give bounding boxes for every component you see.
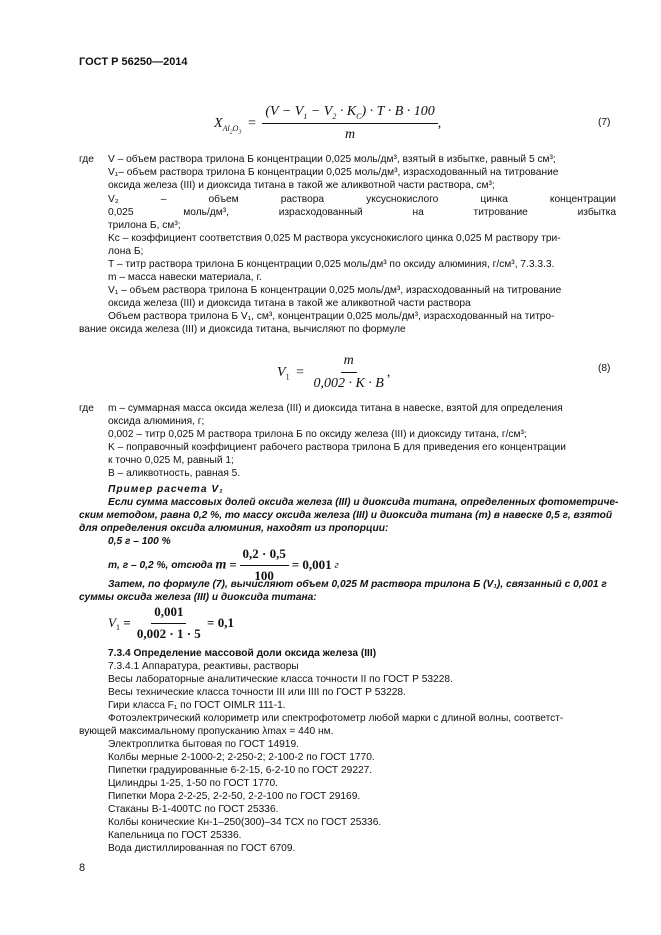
where2-line-5: B – аликвотность, равная 5. bbox=[108, 468, 241, 479]
section-item-6: Колбы мерные 2-1000-2; 2-250-2; 2-100-2 по ГОСТ 1770. bbox=[108, 752, 375, 763]
example-p5: m, г – 0,2 %, отсюда m = $\frac{0,2 \cdot 0,5}{100}$ = 0,001 г bbox=[108, 546, 339, 583]
formula-8-numerator: m bbox=[341, 352, 357, 373]
section-item-5: Электроплитка бытовая по ГОСТ 14919. bbox=[108, 739, 299, 750]
formula-7-number: (7) bbox=[598, 117, 611, 128]
formula-7-denominator: m bbox=[345, 127, 356, 143]
where1-line-0: V – объем раствора трилона Б концентрации 0,025 моль/дм³, взятый в избытке, равный 5 см³; bbox=[108, 154, 556, 165]
where-label-1: где bbox=[79, 154, 94, 165]
where1-line-5: трилона Б, см³; bbox=[108, 220, 181, 231]
formula-7-lhs: X bbox=[214, 115, 223, 131]
where1-line-9: m – масса навески материала, г. bbox=[108, 272, 262, 283]
formula-7-numerator: $(V - V_1 - V_2 \cdot K_C) \cdot T \cdot B \cdot 100$ bbox=[262, 103, 437, 124]
where1-line-1: V₁– объем раствора трилона Б концентрации 0,025 моль/дм³, израсходованный на титрование bbox=[108, 167, 559, 178]
example-title: Пример расчета V₁ bbox=[108, 484, 224, 495]
section-item-1: Весы технические класса точности III или IIII по ГОСТ Р 53228. bbox=[108, 687, 406, 698]
example-p1: Если сумма массовых долей оксида железа (III) и диоксида титана, определенных фотометриче- bbox=[108, 497, 619, 508]
where2-line-3: K – поправочный коэффициент рабочего раствора трилона Б для приведения его концентрации bbox=[108, 442, 566, 453]
formula-8: $V_1$ = $\frac{m}{0,002 \cdot K \cdot B}$ , bbox=[277, 352, 390, 393]
example-p7: суммы оксида железа (III) и диоксида титана: bbox=[79, 592, 317, 603]
section-item-9: Пипетки Мора 2-2-25, 2-2-50, 2-2-100 по ГОСТ 29169. bbox=[108, 791, 361, 802]
section-title: 7.3.4 Определение массовой доли оксида железа (III) bbox=[108, 648, 377, 659]
example-p6: Затем, по формуле (7), вычисляют объем 0,025 М раствора трилона Б (V₁), связанный с 0,001 г bbox=[108, 579, 607, 590]
example-p2: ским методом, равна 0,2 %, то массу оксида железа (III) и диоксида титана (m) в навеске 0,5 г, взятой bbox=[79, 510, 613, 521]
formula-7: $X_{Al_2O_3}$ = $\frac{(V - V_1 - V_2 \cdot K_C) \cdot T \cdot B \cdot 100}{m}$ , bbox=[214, 103, 441, 144]
formula-8-fraction bbox=[310, 352, 386, 393]
where1-line-3: V₂ – объем раствора уксуснокислого цинка концентрации bbox=[108, 194, 616, 205]
document-header: ГОСТ Р 56250—2014 bbox=[79, 56, 188, 68]
section-item-10: Стаканы В-1-400ТС по ГОСТ 25336. bbox=[108, 804, 279, 815]
section-item-3: Фотоэлектрический колориметр или спектрофотометр любой марки с длиной волны, соответст- bbox=[108, 713, 564, 724]
where1-line-2: оксида железа (III) и диоксида титана в такой же аликвотной части раствора, см³; bbox=[108, 180, 495, 191]
where-label-2: где bbox=[79, 403, 94, 414]
example-p5-fraction: $\frac{0,2 \cdot 0,5}{100}$ bbox=[240, 546, 289, 585]
where1-line-6: Kc – коэффициент соответствия 0,025 М раствора уксуснокислого цинка 0,025 М раствору три- bbox=[108, 233, 561, 244]
example-formula-fraction: $\frac{0,001}{0,002 \cdot 1 \cdot 5}$ bbox=[136, 604, 201, 641]
where1-line-8: T – титр раствора трилона Б концентрации 0,025 моль/дм³ по оксиду алюминия, г/см³, 7.3.3.3. bbox=[108, 259, 555, 270]
where1-line-11: оксида железа (III) и диоксида титана в такой же аликвотной части раствора bbox=[108, 298, 471, 309]
where1-line-7: лона Б; bbox=[108, 246, 144, 257]
where2-line-2: 0,002 – титр 0,025 М раствора трилона Б по оксиду железа (III) и диоксиду титана, г/см³; bbox=[108, 429, 527, 440]
formula-8-denominator: 0,002 · K · B bbox=[313, 376, 384, 392]
where2-line-1: оксида алюминия, г; bbox=[108, 416, 205, 427]
where1-line-4: 0,025 моль/дм³, израсходованный на титрование избытка bbox=[108, 207, 616, 218]
where2-line-0: m – суммарная масса оксида железа (III) и диоксида титана в навеске, взятой для определения bbox=[108, 403, 563, 414]
formula-8-number: (8) bbox=[598, 363, 611, 374]
where2-line-4: к точно 0,025 М, равный 1; bbox=[108, 455, 234, 466]
section-subtitle: 7.3.4.1 Аппаратура, реактивы, растворы bbox=[108, 661, 299, 672]
section-item-0: Весы лабораторные аналитические класса точности II по ГОСТ Р 53228. bbox=[108, 674, 453, 685]
section-item-13: Вода дистиллированная по ГОСТ 6709. bbox=[108, 843, 296, 854]
formula-7-fraction bbox=[262, 103, 437, 144]
section-item-8: Цилиндры 1-25, 1-50 по ГОСТ 1770. bbox=[108, 778, 278, 789]
section-item-4: вующей максимальному пропусканию λmax = 440 нм. bbox=[79, 726, 334, 737]
page-number: 8 bbox=[79, 862, 86, 874]
section-item-2: Гири класса F₁ по ГОСТ OIMLR 111-1. bbox=[108, 700, 286, 711]
section-item-11: Колбы конические Кн-1–250(300)–34 ТСХ по ГОСТ 25336. bbox=[108, 817, 382, 828]
section-item-12: Капельница по ГОСТ 25336. bbox=[108, 830, 242, 841]
example-p3: для определения оксида алюминия, находят из пропорции: bbox=[79, 523, 389, 534]
formula-8-lhs: V bbox=[277, 364, 286, 380]
section-item-7: Пипетки градуированные 6-2-15, 6-2-10 по ГОСТ 29227. bbox=[108, 765, 373, 776]
where1-line-13: вание оксида железа (III) и диоксида титана, вычисляют по формуле bbox=[79, 324, 406, 335]
where1-line-12: Объем раствора трилона Б V₁, см³, концентрации 0,025 моль/дм³, израсходованный на титро- bbox=[108, 311, 555, 322]
example-formula: $V_1$ = $\frac{0,001}{0,002 \cdot 1 \cdot 5}$ = 0,1 bbox=[108, 604, 234, 641]
where1-line-10: V₁ – объем раствора трилона Б концентрации 0,025 моль/дм³, израсходованный на титрование bbox=[108, 285, 562, 296]
example-p4: 0,5 г – 100 % bbox=[108, 536, 171, 547]
